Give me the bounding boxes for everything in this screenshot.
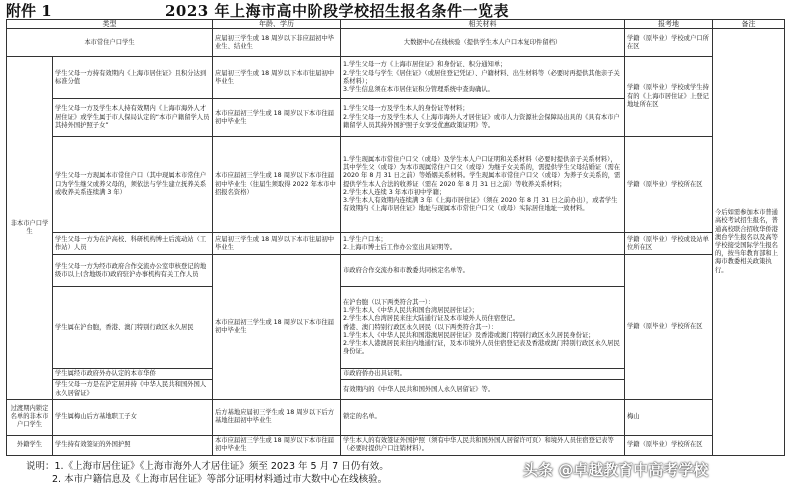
row-materials-cell: 市政府侨办出具证明。	[341, 369, 625, 380]
admission-conditions-table	[6, 19, 785, 456]
header-materials: 相关材料	[341, 20, 625, 29]
transition-group-cell: 过渡期内锁定名单的非本市户口学生	[7, 399, 53, 435]
local-age-cell: 应届初三学生或 18 周岁以下非应届初中毕业生、结业生	[213, 29, 341, 57]
watermark: 头条 @卓越教育中高考学校	[523, 461, 709, 479]
header-age: 年龄、学历	[213, 20, 341, 29]
row-materials-cell: 市政府合作交流办和市教委共同核定名单等。	[341, 255, 625, 287]
row-place-cell: 学籍（原毕业）学校或学生持有的《上海市居住证》上登记地址所在区	[625, 57, 713, 137]
table-row	[7, 399, 785, 435]
row-place-cell: 学籍（原毕业）学校所在区	[625, 255, 713, 400]
notes	[26, 461, 389, 486]
table-header-row	[7, 20, 785, 29]
row-age-cell: 本市应届初三学生或 18 周岁以下本市往届初中毕业生（往届生须取得 2022 年本市中招报名资格）	[213, 137, 341, 233]
row-materials-cell: 学生本人的有效签证外国护照（须有中华人民共和国外国人居留许可页）和境外人员住宿登记表等（必要时提供户口注销材料）。	[341, 435, 625, 455]
row-desc-cell: 学生父母一方持有效期内《上海市居住证》且积分达到标准分值	[53, 57, 213, 99]
row-desc-cell: 学生父母一方现属本市常住户口（其中现属本市常住户口为学生继父或养父母的，须依法与学生建立抚养关系或收养关系连续满 3 年）	[53, 137, 213, 233]
row-desc-cell: 学生父母一方为在沪高校、科研机构博士后流动站（工作站）人员	[53, 233, 213, 255]
row-desc-cell: 学生属在沪台胞，香港、澳门特别行政区永久居民	[53, 287, 213, 369]
table-row	[7, 435, 785, 455]
row-place-cell: 学籍（原毕业）学校所在区	[625, 435, 713, 455]
row-age-cell: 应届初三学生或 18 周岁以下本市往届初中毕业生	[213, 57, 341, 99]
row-materials-cell: 1.学生父母一方及学生本人的身份证等材料； 2.学生父母一方及学生本人《上海市海外人才居住证》或市人力资源社会保障局出具的《具有本市户籍留学人员其持外国护照子女享受优惠政策证明》等。	[341, 99, 625, 137]
row-age-cell: 后方基地应届初三学生或 18 周岁以下后方基地往届初中毕业生	[213, 399, 341, 435]
page-title: 2023 年上海市高中阶段学校招生报名条件一览表	[165, 2, 509, 20]
table-row	[7, 29, 785, 57]
row-materials-cell: 锁定的名单。	[341, 399, 625, 435]
foreign-group-cell: 外籍学生	[7, 435, 53, 455]
row-desc-cell: 学生父母一方是在沪定居并持《中华人民共和国外国人永久居留证》	[53, 380, 213, 399]
row-materials-cell: 在沪台胞（以下两类符合其一）： 1.学生本人《中华人民共和国台湾居民居住证》； 2.学生本人台湾居民来往大陆通行证及本市境外人员住宿登记。 香港、澳门特别行政区永久居民（以下两类符合其一）： 1.学生本人《中华人民共和国港澳居民居住证》及香港或澳门特别行政区永久居民身份证； 2.学生本人港澳居民来往内地通行证，及本市境外人员住宿登记表及香港或澳门特别行政区永久居民身份证。	[341, 287, 625, 369]
table-row	[7, 233, 785, 255]
row-materials-cell: 有效期内的《中华人民共和国外国人永久居留证》等。	[341, 380, 625, 399]
table-row	[7, 137, 785, 233]
table-row	[7, 57, 785, 99]
row-materials-cell: 1.学生父母一方《上海市居住证》和身份证、积分通知单； 2.学生父母与学生《居住证》（或居住登记凭证）、户籍材料、出生材料等（必要时再提供其他亲子关系材料）； 3.学生信息须在本市居住证积分管理系统中查询确认。	[341, 57, 625, 99]
row-age-cell: 本市应届初三学生或 18 周岁以下本市往届初中毕业生	[213, 99, 341, 137]
header-type: 类型	[7, 20, 213, 29]
row-place-cell: 学籍（原毕业）学校所在区	[625, 137, 713, 233]
row-age-cell: 本市应届初三学生或 18 周岁以下本市往届初中毕业生	[213, 255, 341, 400]
row-age-cell: 本市应届初三学生或 18 周岁以下本市往届初中毕业生	[213, 435, 341, 455]
note-line-1: 说明：1.《上海市居住证》《上海市海外人才居住证》须至 2023 年 5 月 7 日仍有效。	[26, 461, 389, 472]
row-place-cell: 学籍（原毕业）学校或设站单位所在区	[625, 233, 713, 255]
header-remark: 备注	[713, 20, 785, 29]
nonlocal-group-cell: 非本市户口学生	[7, 57, 53, 400]
note-line-2: 2. 本市户籍信息及《上海市居住证》等部分证明材料通过市大数中心在线核验。	[52, 473, 388, 485]
table-row	[7, 255, 785, 287]
row-materials-cell: 1.学生户口本； 2.上海市博士后工作办公室出具证明等。	[341, 233, 625, 255]
row-desc-cell: 学生属经市政府外办认定的本市华侨	[53, 369, 213, 380]
row-desc-cell: 学生属梅山后方基地职工子女	[53, 399, 213, 435]
attachment-label: 附件 1	[6, 2, 52, 20]
local-place-cell: 学籍（原毕业）学校或户口所在区	[625, 29, 713, 57]
header-place: 报考地	[625, 20, 713, 29]
local-type-cell: 本市常住户口学生	[7, 29, 213, 57]
row-desc-cell: 学生父母一方及学生本人持有效期内《上海市海外人才居住证》或学生属于市人保局认定的“本市户籍留学人员其持外国护照子女”	[53, 99, 213, 137]
row-age-cell: 应届初三学生或 18 周岁以下本市往届初中毕业生	[213, 233, 341, 255]
remark-cell: 今后如需参加本市普通高校考试招生报名，普通高校联合招收华侨港澳台学生报名以及高等学校接受国际学生报名的，按当年教育部和上海市教委相关政策执行。	[713, 29, 785, 456]
local-materials-cell: 大数据中心在线核验（提供学生本人户口本复印件留档）	[341, 29, 625, 57]
row-desc-cell: 学生父母一方为经市政府合作交流办公室审核登记的地级市以上(含地级市)政府驻沪办事机构有关工作人员	[53, 255, 213, 287]
row-place-cell: 梅山	[625, 399, 713, 435]
row-desc-cell: 学生持有效签证的外国护照	[53, 435, 213, 455]
row-materials-cell: 1.学生现属本市常住户口父（或母）及学生本人户口证明和关系材料（必要时提供亲子关系材料），其中学生父（或母）为本市现属常住户口父（或母）为继子女关系的，需提供学生父母结婚证（需在 2020 年 8 月 31 日之前）等婚姻关系材料。学生现属本市常住户口父（或母）为养子女关系的，需提供学生本人合法的收养证（需在 2020 年 8 月 31 日之前）等收养关系材料； 2.学生本人连续 3 年本市初中学籍； 3.学生本人有效期内连续满 3 年《上海市居住证》（须在 2020 年 8 月 31 日之前办出），或者学生有效期内《上海市居住证》地址与现属本市常住户口父（或母）实际居住地址一致材料。	[341, 137, 625, 233]
